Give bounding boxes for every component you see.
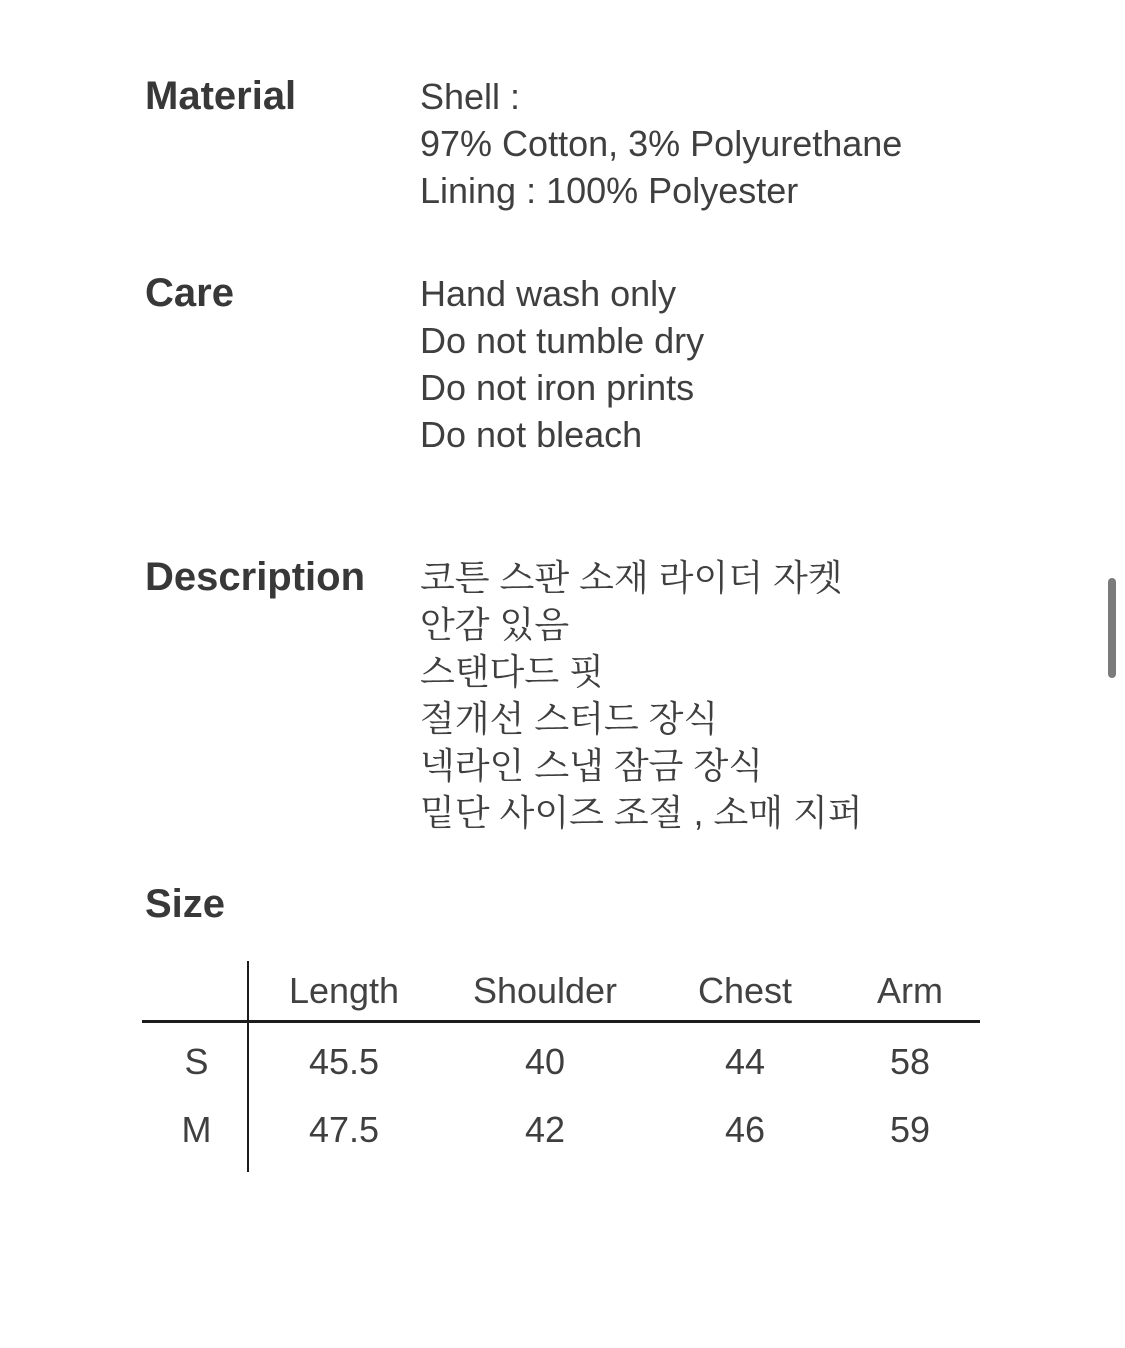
care-line-1: Hand wash only [420,273,677,314]
description-line-3: 스탠다드 핏 [420,651,604,692]
column-header-length: Length [288,969,400,1011]
material-label: Material [145,74,297,118]
row-label-m: M [181,1109,212,1150]
description-line-2: 안감 있음 [420,604,570,645]
description-line-4: 절개선 스터드 장식 [420,698,719,739]
s-length: 45.5 [308,1041,380,1082]
column-header-arm: Arm [877,969,943,1011]
care-value [420,270,704,458]
size-label: Size [145,882,226,926]
size-table-header [145,961,980,1020]
description-label: Description [145,555,366,599]
row-label-s: S [184,1041,209,1082]
description-line-6: 밑단 사이즈 조절 , 소매 지퍼 [420,792,863,833]
description-line-1: 코튼 스판 소재 라이더 자켓 [420,557,843,598]
description-value [420,554,863,836]
m-chest: 46 [724,1109,766,1150]
table-header-divider [142,1020,980,1023]
material-value [420,73,902,214]
material-line-2: 97% Cotton, 3% Polyurethane [420,123,903,164]
size-table-body [145,1028,980,1164]
m-arm: 59 [889,1109,931,1150]
table-row-s [145,1028,980,1096]
s-chest: 44 [724,1041,766,1082]
s-arm: 58 [889,1041,931,1082]
care-line-4: Do not bleach [420,414,643,455]
care-line-2: Do not tumble dry [420,320,705,361]
column-header-shoulder: Shoulder [472,969,618,1011]
material-line-1: Shell : [420,76,521,117]
material-line-3: Lining : 100% Polyester [420,170,799,211]
m-shoulder: 42 [524,1109,566,1150]
table-row-m [145,1096,980,1164]
column-header-chest: Chest [697,969,793,1011]
s-shoulder: 40 [524,1041,566,1082]
size-table [145,961,980,1172]
care-line-3: Do not iron prints [420,367,695,408]
description-line-5: 넥라인 스냅 잠금 장식 [420,745,763,786]
m-length: 47.5 [308,1109,380,1150]
care-label: Care [145,271,234,315]
scrollbar-thumb[interactable] [1108,578,1116,678]
